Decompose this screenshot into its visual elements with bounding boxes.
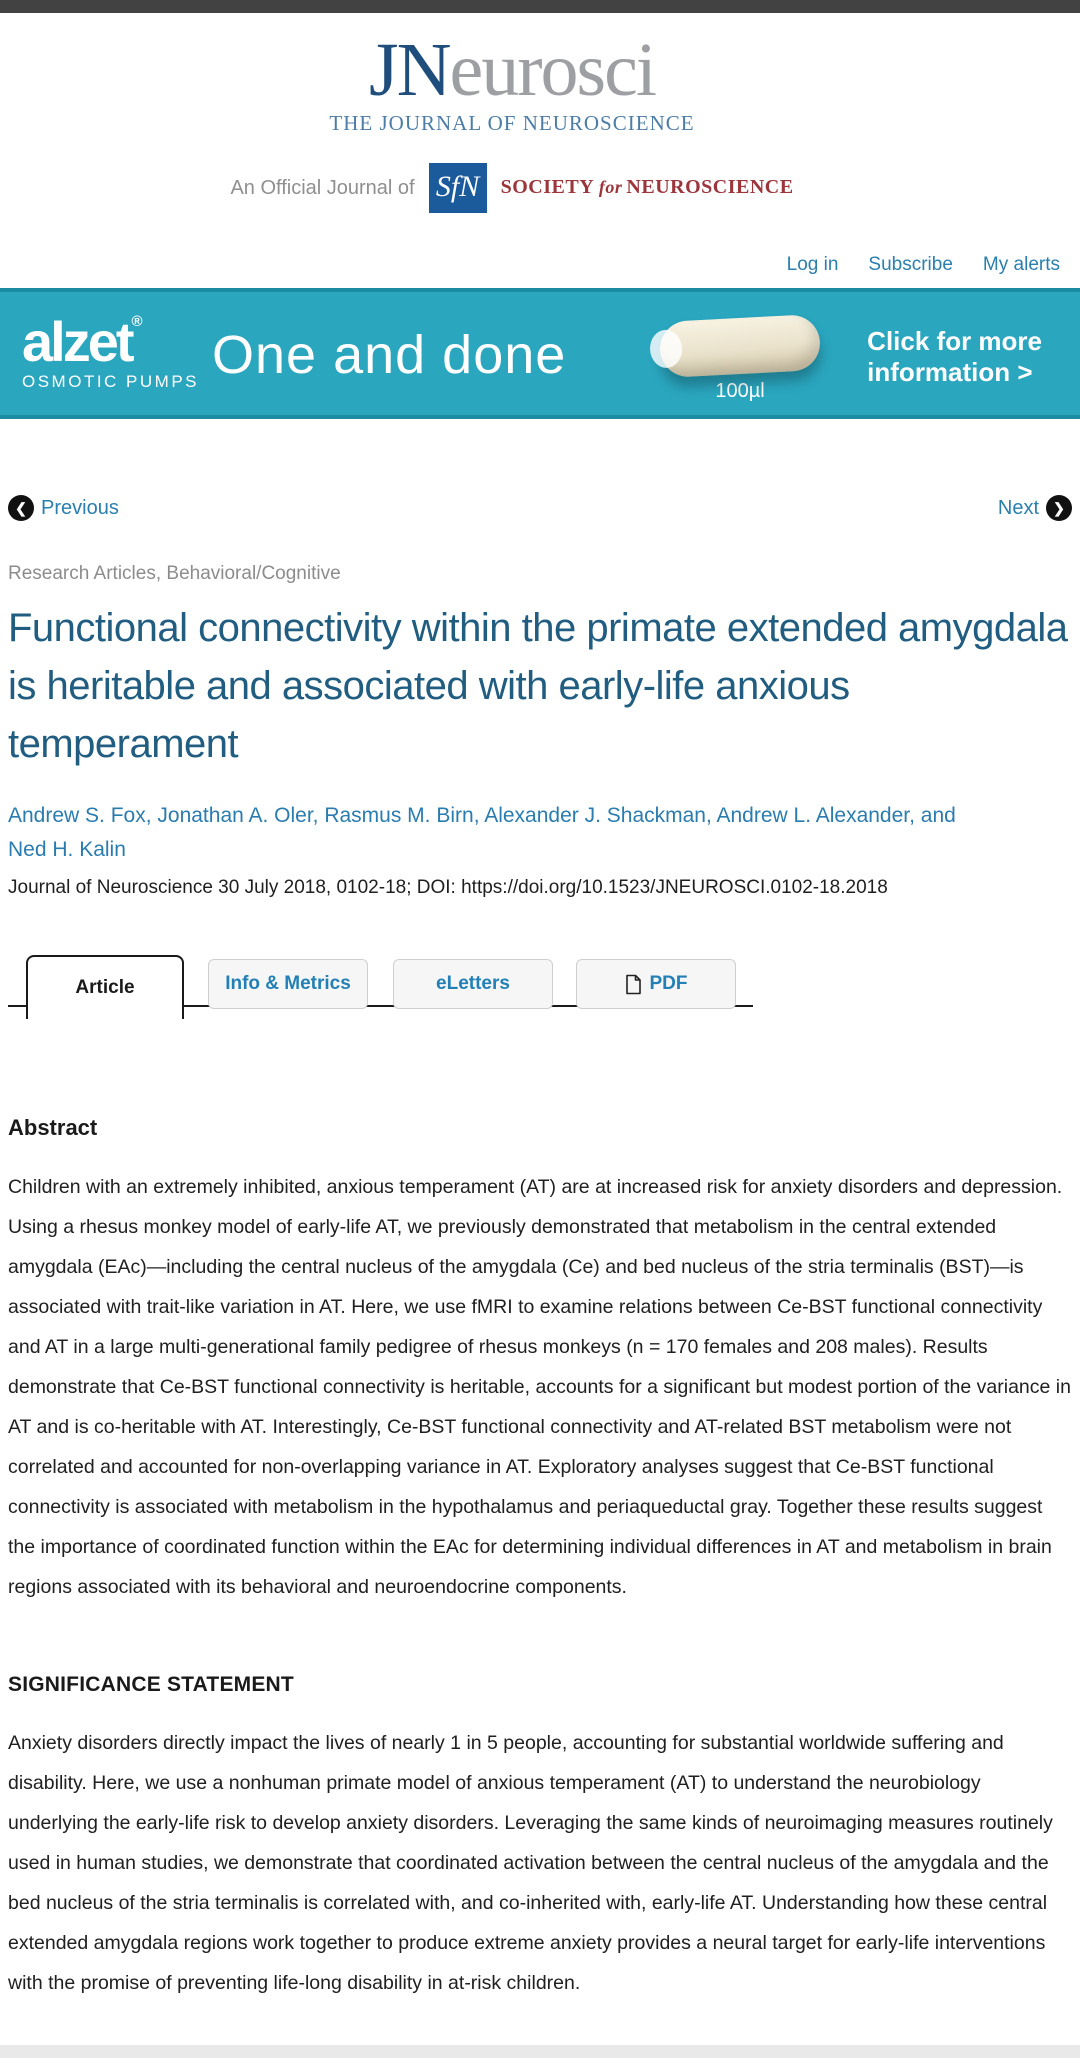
tab-info-metrics-label: Info & Metrics	[225, 973, 351, 994]
article-pager	[8, 495, 1072, 521]
circle-arrow-left-icon[interactable]: ❮	[8, 495, 34, 521]
cta-line2: information >	[867, 357, 1033, 387]
journal-tagline: THE JOURNAL OF NEUROSCIENCE	[329, 111, 695, 135]
registered-mark: ®	[131, 313, 143, 330]
tab-article-label: Article	[75, 977, 135, 998]
previous-article-link[interactable]	[8, 495, 119, 521]
ad-headline: One and done	[212, 325, 567, 385]
capsule-volume-label: 100µl	[715, 380, 765, 402]
osmotic-pump-capsule-icon	[659, 314, 822, 378]
alzet-subtitle: OSMOTIC PUMPS	[22, 372, 200, 391]
abstract-heading: Abstract	[8, 1115, 98, 1140]
sfn-logo-icon[interactable]: SfN	[429, 163, 487, 213]
login-link[interactable]: Log in	[786, 254, 839, 275]
society-word2: for	[598, 177, 623, 197]
logo-jn-text: JN	[369, 28, 450, 112]
society-word1: SOCIETY	[500, 176, 594, 198]
tab-eletters-label: eLetters	[436, 973, 510, 994]
abstract-text: Children with an extremely inhibited, anxious temperament (AT) are at increased risk for anxiety disorders and depression. Using a rhesus monkey model of early-life AT, we previously demonstrated that metabolism in the central extended amygdala (EAc)—including the central nucleus of the amygdala (Ce) and bed nucleus of the stria terminalis (BST)—is associated with trait-like variation in AT. Here, we use fMRI to examine relations between Ce-BST functional connectivity and AT in a large multi-generational family pedigree of rhesus monkeys (n = 170 females and 208 males). Results demonstrate that Ce-BST functional connectivity is heritable, accounts for a significant but modest portion of the variance in AT and is co-heritable with AT. Interestingly, Ce-BST functional connectivity and AT-related BST metabolism were not correlated and accounted for non-overlapping variance in AT. Exploratory analyses suggest that Ce-BST functional connectivity is associated with metabolism in the hypothalamus and periaqueductal gray. Together these results suggest the importance of coordinated function within the EAc for determining individual differences in AT and metabolism in brain regions associated with its behavioral and neuroendocrine components.	[8, 1176, 1071, 1598]
tab-pdf[interactable]	[576, 959, 736, 1009]
affiliation-prefix: An Official Journal of	[230, 176, 415, 199]
tab-article[interactable]	[26, 955, 184, 1019]
journal-logo[interactable]	[0, 13, 1052, 214]
site-header	[0, 13, 1080, 276]
authors-line2[interactable]: Ned H. Kalin	[8, 838, 126, 861]
citation-line: Journal of Neuroscience 30 July 2018, 0102-18; DOI: https://doi.org/10.1523/JNEUROSCI.0102-18.2018	[8, 877, 888, 898]
pump-image	[655, 318, 825, 403]
next-label: Next	[997, 496, 1039, 519]
significance-heading: SIGNIFICANCE STATEMENT	[8, 1673, 294, 1696]
sfn-affiliation[interactable]	[0, 162, 1052, 214]
author-list[interactable]	[8, 799, 1072, 867]
tab-pdf-label: PDF	[649, 973, 688, 994]
alzet-logo	[22, 310, 200, 391]
cta-line1: Click for more	[867, 326, 1042, 356]
authors-line1[interactable]: Andrew S. Fox, Jonathan A. Oler, Rasmus M. Birn, Alexander J. Shackman, Andrew L. Alexander, and	[8, 804, 956, 827]
tab-eletters[interactable]	[393, 959, 553, 1009]
account-nav	[0, 254, 1080, 276]
top-bar	[0, 0, 1080, 13]
society-word3: NEUROSCIENCE	[626, 176, 794, 198]
subscribe-link[interactable]: Subscribe	[868, 254, 953, 275]
article-title: Functional connectivity within the primate extended amygdala is heritable and associated with early-life anxious temperament	[8, 606, 1068, 766]
alzet-ad-banner[interactable]	[0, 288, 1080, 419]
next-article-link[interactable]	[998, 495, 1072, 521]
ad-cta-link[interactable]	[867, 326, 1042, 388]
alzet-brand-text: alzet	[22, 310, 132, 373]
my-alerts-link[interactable]: My alerts	[982, 254, 1060, 275]
article-page	[0, 495, 1080, 2003]
document-icon	[625, 974, 642, 995]
previous-label: Previous	[41, 496, 119, 519]
breadcrumb[interactable]: Research Articles, Behavioral/Cognitive	[8, 563, 341, 584]
section-divider	[0, 2045, 1080, 2058]
tab-info-metrics[interactable]	[208, 959, 368, 1009]
article-tabs	[8, 955, 1072, 1019]
society-name	[501, 177, 794, 199]
jneurosci-logo[interactable]	[0, 28, 1052, 112]
circle-arrow-right-icon[interactable]: ❯	[1046, 495, 1072, 521]
significance-text: Anxiety disorders directly impact the lives of nearly 1 in 5 people, accounting for substantial worldwide suffering and disability. Here, we use a nonhuman primate model of anxious temperament (AT) to understand the neurobiology underlying the early-life risk to develop anxiety disorders. Leveraging the same kinds of neuroimaging measures routinely used in human studies, we demonstrate that coordinated activation between the central nucleus of the amygdala and the bed nucleus of the stria terminalis is correlated with, and co-inherited with, early-life AT. Understanding how these central extended amygdala regions work together to produce extreme anxiety provides a neural target for early-life interventions with the promise of preventing life-long disability in at-risk children.	[8, 1732, 1053, 1994]
logo-eurosci-text: eurosci	[449, 28, 655, 112]
